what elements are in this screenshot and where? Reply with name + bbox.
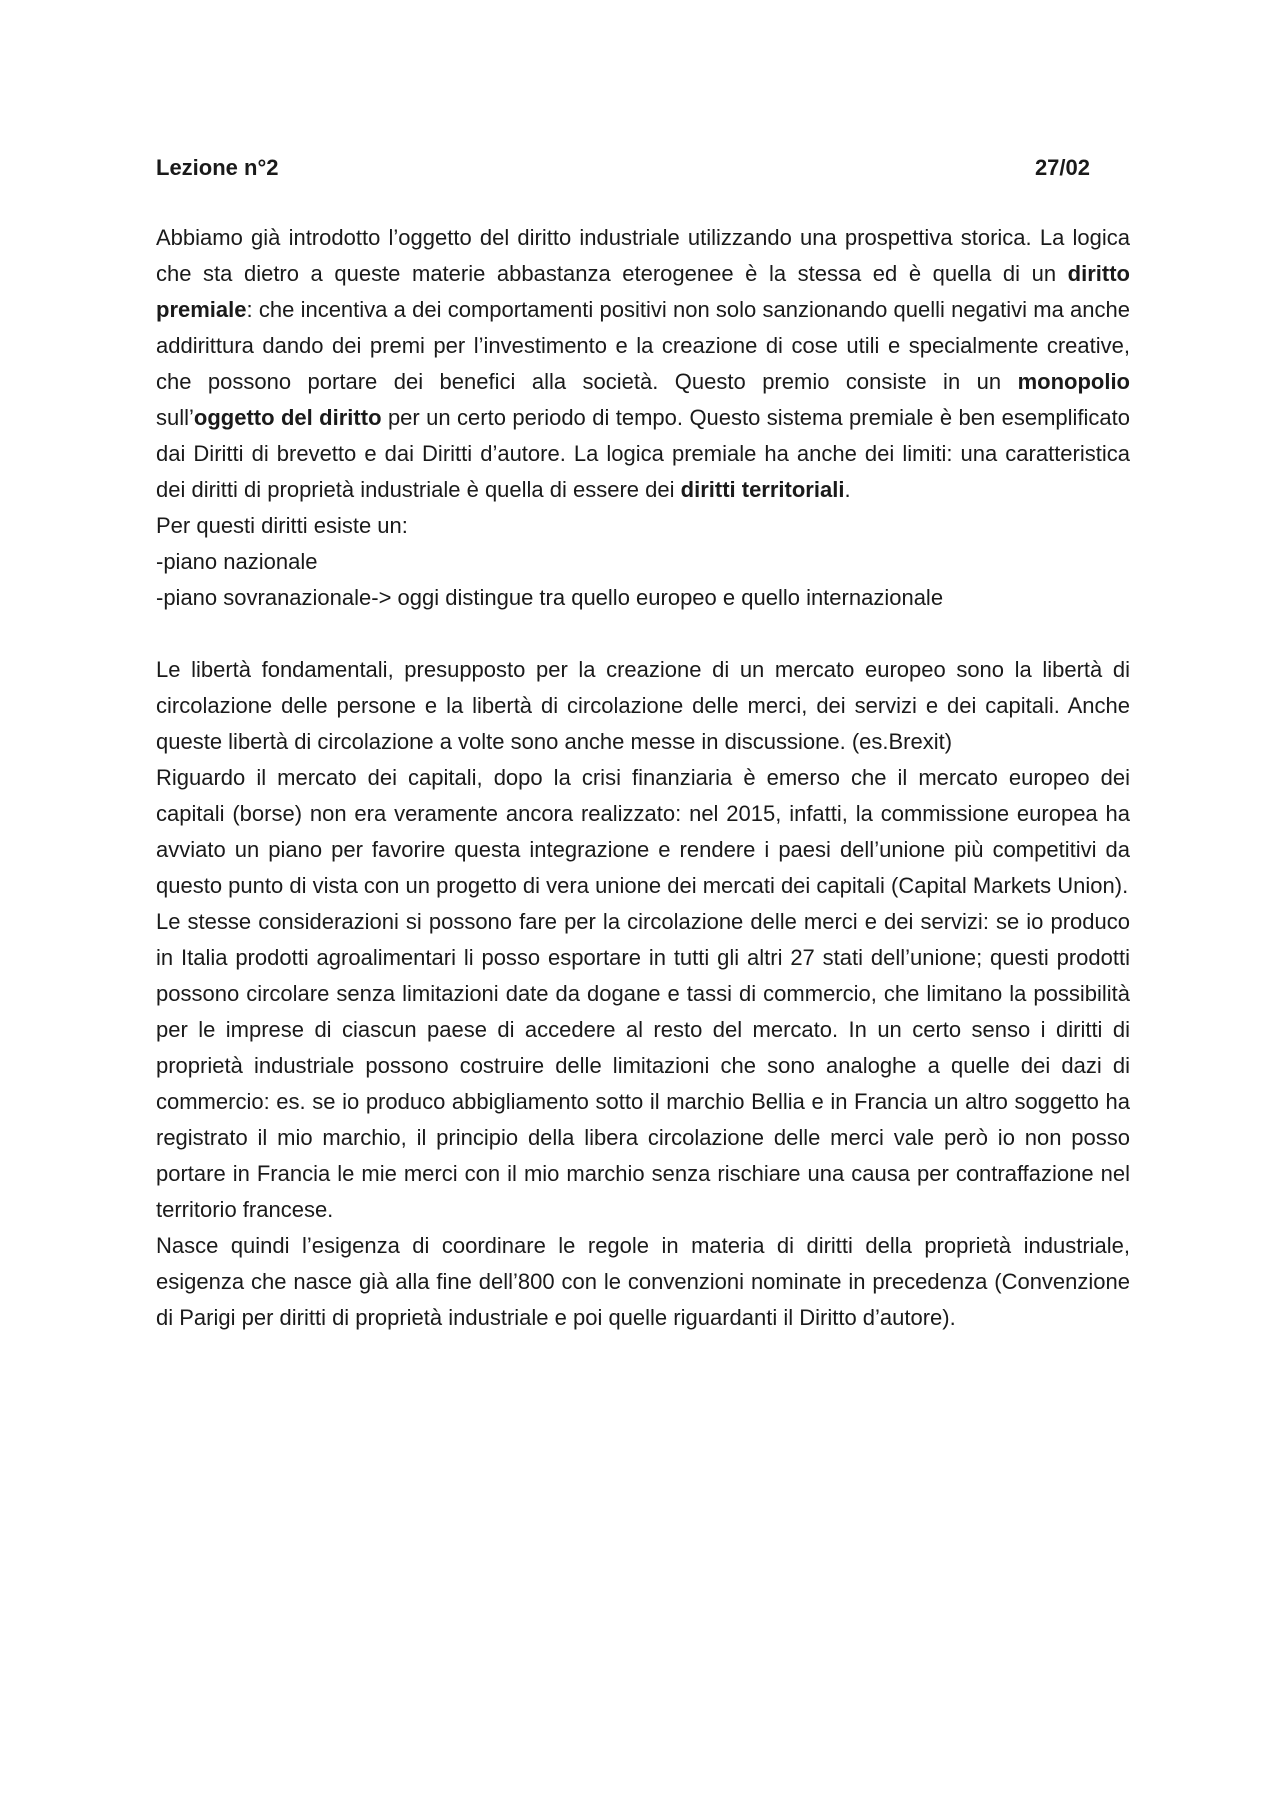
bold-term: monopolio [1017,369,1130,394]
bold-term: diritti territoriali [680,477,845,502]
paragraph-goods-services: Le stesse considerazioni si possono fare per la circolazione delle merci e dei servizi: se io produco in Italia prodotti agroalimentari li posso esportare in tutti gli altri 27 stati dell’unione; questi prodotti possono circolare senza limitazioni date da dogane e tassi di commercio, che limitano la possibilità per le imprese di ciascun paese di accedere al resto del mercato. In un certo senso i diritti di proprietà industriale possono costruire delle limitazioni che sono analoghe a quelle dei dazi di commercio: es. se io produco abbigliamento sotto il marchio Bellia e in Francia un altro soggetto ha registrato il mio marchio, il principio della libera circolazione delle merci vale però io non posso portare in Francia le mie merci con il mio marchio senza rischiare una causa per contraffazione nel territorio francese. [156,909,1130,1222]
paragraph-spacer [156,616,1130,652]
lesson-date: 27/02 [1034,155,1090,180]
lesson-title: Lezione n°2 [156,155,279,180]
paragraph-coordination: Nasce quindi l’esigenza di coordinare le regole in materia di diritti della proprietà industriale, esigenza che nasce già alla fine dell’800 con le convenzioni nominate in precedenza (Convenzione di Parigi per diritti di proprietà industriale e poi quelle riguardanti il Diritto d’autore). [156,1233,1130,1330]
document-body [156,220,1130,1336]
paragraph-text: Abbiamo già introdotto l’oggetto del diritto industriale utilizzando una prospettiva storica. La logica che sta dietro a queste materie abbastanza eterogenee è la stessa ed è quella di un [156,225,1130,286]
list-item: -piano nazionale [156,549,318,574]
bold-term: diritto premiale [156,261,1130,322]
list-intro: Per questi diritti esiste un: [156,513,408,538]
lesson-header [156,150,1130,186]
document-page [156,150,1130,1336]
paragraph-text: sull’ [156,405,194,430]
paragraph-intro [156,220,1130,508]
bold-term: oggetto del diritto [193,405,382,430]
list-item: -piano sovranazionale-> oggi distingue tra quello europeo e quello internazionale [156,585,944,610]
paragraph-text: . [844,477,851,502]
paragraph-text: : che incentiva a dei comportamenti positivi non solo sanzionando quelli negativi ma anche addirittura dando dei premi per l’investimento e la creazione di cose utili e specialmente creative, che possono portare dei benefici alla società. Questo premio consiste in un [156,297,1130,394]
paragraph-capital-markets: Riguardo il mercato dei capitali, dopo la crisi finanziaria è emerso che il mercato europeo dei capitali (borse) non era veramente ancora realizzato: nel 2015, infatti, la commissione europea ha avviato un piano per favorire questa integrazione e rendere i paesi dell’unione più competitivi da questo punto di vista con un progetto di vera unione dei mercati dei capitali (Capital Markets Union). [156,765,1130,898]
paragraph-freedoms: Le libertà fondamentali, presupposto per la creazione di un mercato europeo sono la libertà di circolazione delle persone e la libertà di circolazione delle merci, dei servizi e dei capitali. Anche queste libertà di circolazione a volte sono anche messe in discussione. (es.Brexit) [156,657,1130,754]
paragraph-text: per un certo periodo di tempo. Questo sistema premiale è ben esemplificato dai Diritti di brevetto e dai Diritti d’autore. La logica premiale ha anche dei limiti: una caratteristica dei diritti di proprietà industriale è quella di essere dei [156,405,1131,502]
